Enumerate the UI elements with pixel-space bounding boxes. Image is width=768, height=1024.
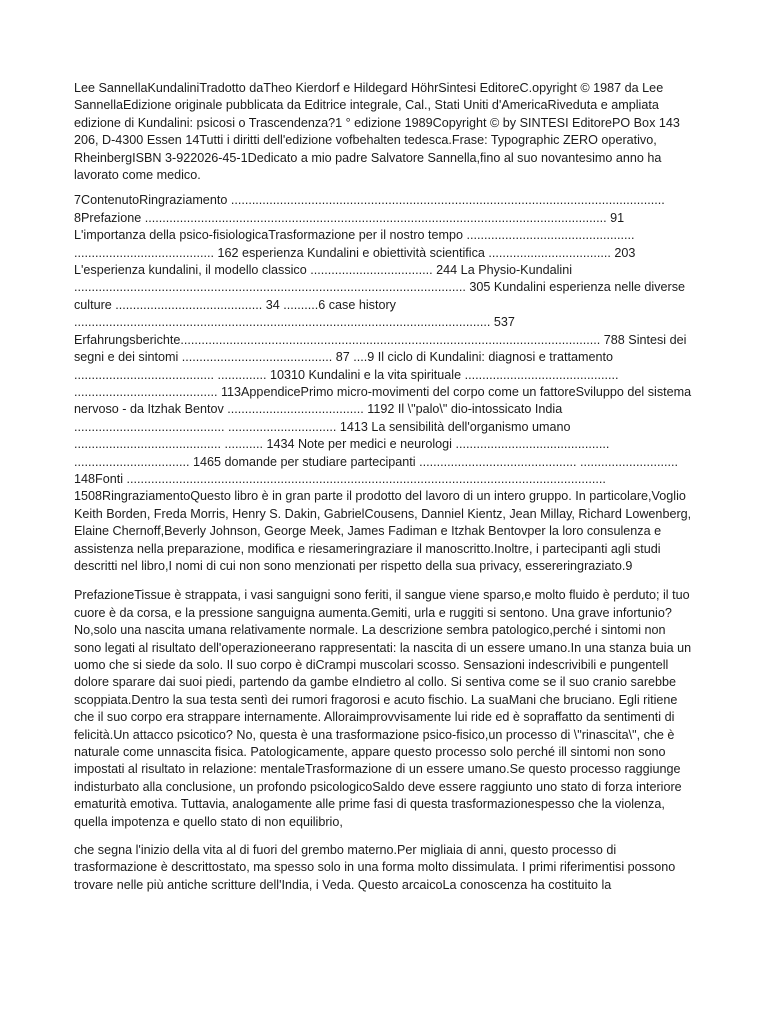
colophon-paragraph: Lee SannellaKundaliniTradotto daTheo Kierdorf e Hildegard HöhrSintesi EditoreC.opyright © 1987 da Lee SannellaEdizione originale pubblicata da Editrice integrale, Cal., Stati Uniti d'AmericaRiveduta e ampliata edizione di Kundalini: psicosi o Trascendenza?1 ° edizione 1989Copyright © by SINTESI EditorePO Box 143 206, D-4300 Essen 14Tutti i diritti dell'edizione vofbehalten tedesca.Frase: Typographic ZERO operativo, RheinbergISBN 3-922026-45-1Dedicato a mio padre Salvatore Sannella,fino al suo novantesimo anno ha lavorato come medico.	[74, 81, 680, 183]
document-body	[74, 80, 696, 894]
preface-paragraph: PrefazioneTissue è strappata, i vasi sanguigni sono feriti, il sangue viene sparso,e molto fluido è perduto; il tuo cuore è da corsa, e la pressione sanguigna aumenta.Gemiti, urla e ruggiti si sentono. Una grave infortunio? No,solo una nascita umana relativamente normale. La descrizione sembra patologico,perché i sintomi non sono legati al risultato dell'operazioneerano rappresentati: la nascita di un essere umano.In una stanza buia un uomo che si siede da solo. Il suo corpo è diCrampi muscolari scosso. Sensazioni indescrivibili e pungentell dolore sparare dai suoi piedi, partendo da gambe eIndietro al collo. Si sentiva come se il suo cranio sarebbe scoppiata.Dentro la sua testa sentì dei rumori fragorosi e acuto fischio. La suaMani che bruciano. Egli ritiene che il suo corpo era strappare internamente. Alloraimprovvisamente lui ride ed è sopraffatto da sentimenti di felicità.Un attacco psicotico? No, questa è una trasformazione psico-fisico,un processo di \"rinascita\", che è naturale come unnascita fisica. Patologicamente, appare questo processo solo perché ill sintomi non sono impostati al risultato in relazione: mentaleTrasformazione di un essere umano.Se questo processo raggiunge indisturbato alla conclusione, un profondo psicologicoSaldo deve essere raggiunto uno stato di forza interiore ematurità emotiva. Tuttavia, analogamente alle prime fasi di questa trasformazionespesso che la violenza, quella impotenza e quello stato di non equilibrio,	[74, 588, 692, 829]
preface-continuation-paragraph: che segna l'inizio della vita al di fuori del grembo materno.Per migliaia di anni, questo processo di trasformazione è descrittostato, ma spesso solo in una forma molto dissimulata. I primi riferimentisi possono trovare nelle più antiche scritture dell'India, i Veda. Questo arcaicoLa conoscenza ha costituito la	[74, 843, 676, 892]
table-of-contents-paragraph: 7ContenutoRingraziamento ............................................................................................................................ 8Prefazione .................................................................................................................................... 91 L'importanza della psico-fisiologicaTrasformazione per il nostro tempo ................................................ ........................................ 162 esperienza Kundalini e obiettività scientifica ................................... 203 L'esperienza kundalini, il modello classico ................................... 244 La Physio-Kundalini ................................................................................................................ 305 Kundalini esperienza nelle diverse culture .......................................... 34 ..........6 case history ....................................................................................................................... 537 Erfahrungsberichte........................................................................................................................ 788 Sintesi dei segni e dei sintomi ........................................... 87 ....9 Il ciclo di Kundalini: diagnosi e trattamento ........................................ .............. 10310 Kundalini e la vita spirituale ............................................ ......................................... 113AppendicePrimo micro-movimenti del corpo come un fattoreSviluppo del sistema nervoso - da Itzhak Bentov ....................................... 1192 Il \"palo\" dio-intossicato India ........................................... ............................... 1413 La sensibilità dell'organismo umano .......................................... ........... 1434 Note per medici e neurologi ............................................ ................................. 1465 domande per studiare partecipanti ............................................. ............................ 148Fonti ......................................................................................................................................... 1508RingraziamentoQuesto libro è in gran parte il prodotto del lavoro di un intero gruppo. In particolare,Voglio Keith Borden, Freda Morris, Henry S. Dakin, GabrielCousens, Danniel Kientz, Jean Millay, Richard Lowenberg, Elaine Chernoff,Beverly Johnson, George Meek, James Fadiman e Itzhak Bentovper la loro consulenza e assistenza nella preparazione, modifica e riesameringraziare il manoscritto.Inoltre, i partecipanti agli studi descritti nel libro,I nomi di cui non sono menzionati per rispetto della sua privacy, essereringraziato.9	[74, 193, 692, 573]
